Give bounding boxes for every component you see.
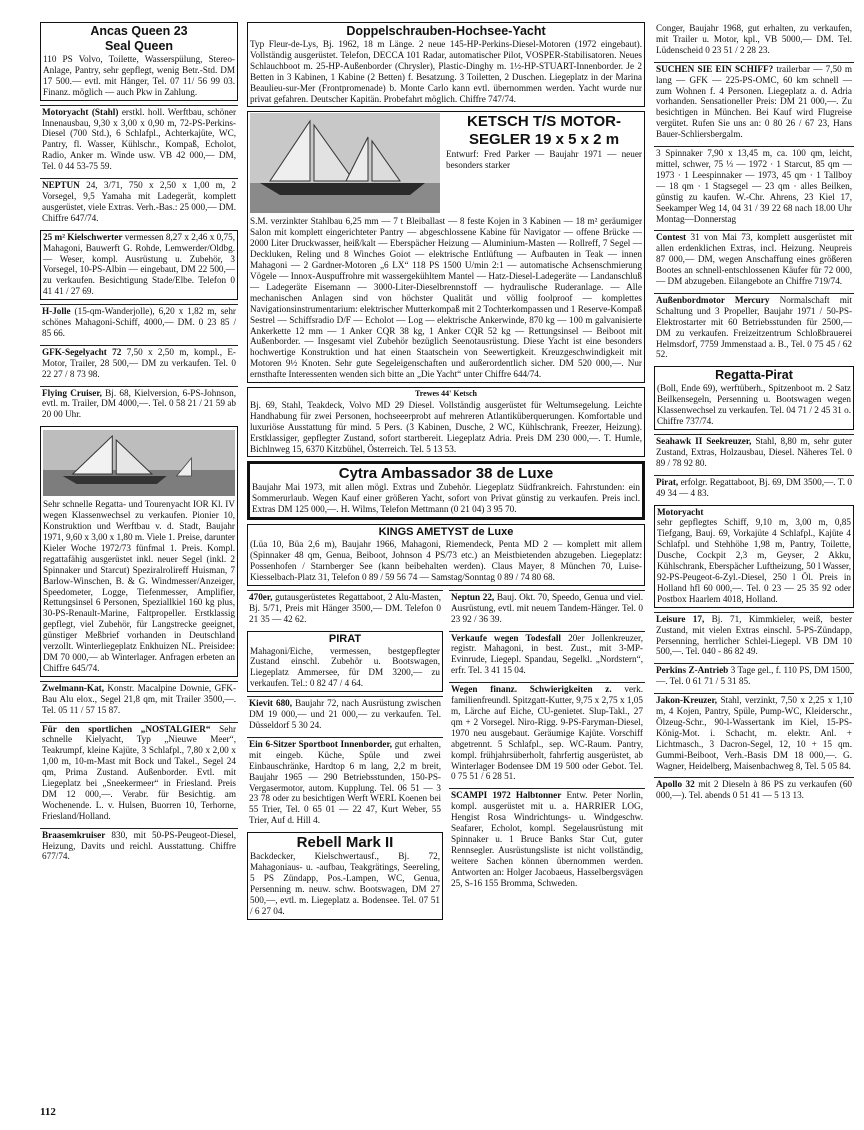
ad-jakon-kreuzer bbox=[654, 693, 854, 773]
ad-contest-31 bbox=[654, 230, 854, 289]
ad-lead: Flying Cruiser, bbox=[42, 387, 102, 398]
ad-body: Entw. Peter Norlin, kompl. ausgerüstet mit u. a. HARRIER LOG, Hengist Rosa Windrichtungs- u. Windgeschw. Seafarer, Echolot, kompl. Segelausrüstung mit Spinnaker u. 1 Bruce Banks Star Cut, guter Rennsegler. Ausrüstungsliste ist nicht vollständig, weitere Sachen können übernommen werden. Antworten an: Holger Jacobaeus, Hasselbergsvägen 25, S-16 155 Bromma, Schweden. bbox=[451, 790, 643, 888]
ad-body: 31 von Mai 73, komplett ausgerüstet mit allen erdenklichen Extras, incl. Heizung. Neupreis 87 000,— DM, wegen Anschaffung eines größeren Bootes an schnell-entschlossenen Käufer für 72 000,— DM abzugeben. Eilangebote an Chiffre 719/74. bbox=[656, 232, 853, 287]
ad-pirat-regattaboot bbox=[654, 475, 854, 501]
ad-lead: Jakon-Kreuzer, bbox=[656, 695, 717, 706]
ad-zwelmann-kat bbox=[40, 681, 238, 718]
motorsailer-photo-icon bbox=[250, 113, 440, 213]
column-left bbox=[40, 22, 238, 868]
ad-lead: Verkaufe wegen Todesfall bbox=[451, 632, 561, 643]
ad-lead: SCAMPI 1972 Halbtonner bbox=[451, 790, 562, 801]
ad-kievit-680 bbox=[247, 696, 443, 733]
ad-sportboot-innenborder bbox=[247, 737, 443, 828]
ad-rebell-mark-ii bbox=[247, 832, 443, 919]
ad-lead: Motoryacht (Stahl) bbox=[42, 106, 119, 117]
ad-body: Typ Fleur-de-Lys, Bj. 1962, 18 m Länge. 2 neue 145-HP-Perkins-Diesel-Motoren (1972 eingebaut). Vollständig ausgerüstet. Telefon, DECCA 101 Radar, automatischer Pilot, VOSPER-Stabilisatoren. Neues Schlauchboot m. 25-HP-Außenborder (Chrysler), Plastic-Dinghy m. 1½-HP-STUART-Innenborder. Je 2 Betten in 3 Kabinen, 1 Kabine (2 Betten) f. Besatzung. 3 Toiletten, 2 Duschen. Liegeplatz in der Marina Beaulieu-sur-Mer (Frontpromenade) b. Monte Carlo kann evtl. übernommen werden. Yacht wurde nur privat gefahren. Deutscher Kapitän. Probefahrt möglich. Chiffre 747/74. bbox=[250, 39, 642, 104]
ad-body: S.M. verzinkter Stahlbau 6,25 mm — 7 t Bleiballast — 8 feste Kojen in 3 Kabinen — 18 m² geräumiger Salon mit komplett eingerichteter Pantry — abgeschlossene Kabine für Navigator — offene Brücke — 2000 Liter Druckwasser, heiß/kalt — Eberspächer Heizung — Aluminium-Masten — Rollreff, 7 Segel — Deckluken, Reling und 8 Winches Goiot — elektrische Entlüftung — Aufbauten in Teak — innen Mahagoni — 2 Gardner-Motoren „6 LX“ 118 PS 1500 U/min 2:1 — automatische Achsenschmierung Vögele — Innox-Auspuffrohre mit wassergekühltem Mantel — Hatz-Diesel-Ladegeräte — Landanschluß — Ladegeräte Eisemann — 3000-Liter-Dieselbrennstoff — hydraulische Ruderanlage. — Alle mechanischen Anlagen sind von höchster Qualität und völlig foolproof — komplettes Navigationsinstrumentarium: elektrischer Mutterkompaß mit 2 Tochterkompassen und 1 Reserve-Kompaß Sestrel — Schiffsradio D/F — Echolot — Log — elektrische Ankerwinde, 870 kg — 100 m galvanisierte Ankerkette 12 mm — 1 Anker CQR 38 kg, 1 Anker CQR 52 kg — Rettungsinsel — Beiboot mit Außenborder. — Insgesamt viel Zubehör bezüglich Seenotausrüstung. Diese Yacht ist eine besonders hochwertige Konstruktion und hat einen Staatschein von Seewertigkeit. Kreuzgeschwindigkeit mit Motoren 9½ Knoten. Sehr gute Segeleigenschaften und außerordentlich sicher. DM 520 000,—. Nur ernsthafte Interessenten wenden sich bitte an „Die Yacht“ unter Chiffre 644/74. bbox=[250, 216, 642, 380]
ad-body: Bauj. Okt. 70, Speedo, Genua und viel. Ausrüstung, evtl. mit neuem Tandem-Hänger. Tel. 0 23 92 / 36 39. bbox=[451, 591, 644, 624]
ad-body: erfolgr. Regattaboot, Bj. 69, DM 3500,—. T. 0 49 34 — 4 83. bbox=[656, 476, 852, 498]
ad-body: gut erhalten, mit eingeb. Küche, Spüle und zwei Einbauschränke, Hardtop 6 m lang, 2,2 m breit, Baujahr 1965 — 290 Betriebsstunden, 150-PS-Vergasermotor, autom. Kupplung. Tel. 06 51 — 3 23 78 oder zu besichtigen Werft WERL Koenen bei 55 Trier, Tel. 0 65 01 — 22 47, Kurt Weber, 55 Trier, Auf d. Hill 4. bbox=[249, 738, 441, 826]
ad-body: 20er Jollenkreuzer, registr. Mahagoni, in best. Zust., mit 3-MP-Evinrude, Liegepl. Spandau, Segelkl. „Nordstern“, erfr. Tel. 3 41 15 04. bbox=[451, 632, 643, 676]
ad-lead: Pirat, bbox=[656, 476, 679, 487]
ad-doppelschrauben bbox=[247, 22, 645, 107]
ad-lead: Außenbordmotor Mercury bbox=[656, 294, 770, 305]
ad-nostalgier bbox=[40, 722, 238, 824]
ad-470er bbox=[247, 590, 443, 627]
ad-title: Regatta-Pirat bbox=[715, 368, 793, 383]
ad-body: verk. familienfreundl. Spitzgatt-Kutter, 9,75 x 2,75 x 1,05 m, Lärche auf Eiche, CU-genietet. Slup-Takl., 27 qm + 2 Vorsegel. Niro-Rigg. 9-PS-Faryman-Diesel, 1970 neu ausgebaut. Geräumige Kajüte. Vorschiff abgetrennt. 5 Schlafpl., sep. WC-Raum. Pantry, kompl. frühjahrsüberholt, fahrfertig ausgerüstet, ab Winterlager Bodensee DM 19 500 oder Gebot. Tel. 0 75 51 / 6 28 51. bbox=[451, 684, 643, 782]
ad-body: 3 Tage gel., f. 110 PS, DM 1500,—. Tel. 0 61 71 / 5 31 85. bbox=[656, 665, 852, 687]
ad-body: Conger, Baujahr 1968, gut erhalten, zu verkaufen, mit Trailer u. Motor, kpl., VB 5000,— DM. Tel. Lüdenscheid 0 23 51 / 2 28 23. bbox=[656, 23, 852, 55]
column-right bbox=[654, 22, 854, 807]
ad-body: (Boll, Ende 69), werftüberh., Spitzenboot m. 2 Satz Beilkensegeln, Persenning u. Bootswagen wegen Klassenwechsel zu verkaufen. Tel. 04 71 / 2 45 31 o. Chiffre 737/74. bbox=[657, 383, 851, 427]
ad-body: Bj. 68, Kielversion, 6-PS-Johnson, evtl. m. Trailer, DM 4000,—. Tel. 0 58 21 / 21 59 ab 20 00 Uhr. bbox=[42, 387, 237, 420]
ad-lead: Kievit 680, bbox=[249, 698, 293, 709]
ad-body: Normalschaft mit Schaltung und 3 Propeller, Baujahr 1971 / 50-PS-Elektrostarter mit 60 Betriebsstunden für 2500,— DM zu verkaufen. Freizeitzentrum Schloßbrauerei Helmsdorf, 7759 Jmmenstaad a. B., Tel. 0 75 45 / 62 52. bbox=[656, 294, 852, 360]
ad-regatta-pirat bbox=[654, 366, 854, 430]
ad-lead: Ein 6-Sitzer Sportboot Innenborder, bbox=[249, 738, 393, 749]
ad-intro: Entwurf: Fred Parker — Baujahr 1971 — neuer besonders starker bbox=[446, 149, 642, 171]
middle-subcolumns bbox=[247, 590, 645, 924]
ad-body: 110 PS Volvo, Toilette, Wasserspülung, Stereo-Anlage, Pantry, sehr gepflegt, wenig Betr.-Std. DM 17 500.— evtl. mit Hänger, Tel. 07 11/ 56 99 03. Finanz. möglich — auch Pkw in Zahlung. bbox=[43, 54, 235, 97]
ad-pionier-10 bbox=[40, 426, 238, 677]
ad-body: (15-qm-Wanderjolle), 6,20 x 1,82 m, sehr schönes Mahagoni-Schiff, 4000,— DM. 0 23 85 / 85 66. bbox=[42, 306, 236, 338]
ad-lead: Zwelmann-Kat, bbox=[42, 682, 105, 693]
ad-body: 3 Spinnaker 7,90 x 13,45 m, ca. 100 qm, leicht, mittel, schwer, 75 ⅓ — 1972 · 1 Starcut, 85 qm — 1973 · 1 Leespinnaker — 1973, 45 qm · 1 Tallboy — 18 qm · 1 Stagsegel — 23 qm · alles Beilken, günstig zu kaufen. W.-Chr. Ahrens, 23 Kiel 17, Seekamper Weg 14, 04 31 / 39 22 68 nach 18.00 Uhr Montag—Donnerstag bbox=[656, 148, 852, 224]
ad-body: gutausgerüstetes Regattaboot, 2 Alu-Masten, Bj. 5/71, Preis mit Hänger 3500,— DM. Telefon 0 21 35 — 42 62. bbox=[249, 591, 442, 624]
subcolumn-a bbox=[247, 590, 443, 924]
ad-lead: 25 m² Kielschwerter bbox=[43, 231, 123, 242]
ad-lead: 470er, bbox=[249, 591, 273, 602]
ad-h-jolle bbox=[40, 304, 238, 341]
ad-body: Stahl, verzinkt, 7,50 x 2,25 x 1,10 m, 4 Kojen, Pantry, Spüle, Pump-WC, Kleiderschr., Ölzeug-Schr., 90-l-Wassertank im Kiel, 15-PS-König-Mot. i. Schacht, m. elektr. Anl. + Lichtmasch., 3 Dacron-Segel, 12, 10 + 15 qm. Gummi-Beiboot, Verh.-Basis DM 18 000,—. G. Wagner, Heidelberg, Maisenbachweg 8, Tel. 5 05 84. bbox=[656, 695, 852, 771]
ad-lead: Seahawk II Seekreuzer, bbox=[656, 436, 752, 446]
ad-scampi bbox=[449, 788, 645, 890]
sailboat-photo-icon bbox=[43, 430, 235, 496]
ad-title: KINGS AMETYST de Luxe bbox=[378, 526, 514, 539]
subcolumn-b bbox=[449, 590, 645, 924]
ad-neptun-22 bbox=[449, 590, 645, 627]
ad-lead: Für den sportlichen „NOSTALGIER“ bbox=[42, 723, 211, 734]
ad-body: Baujahr 72, nach Ausrüstung zwischen DM 19 000,— und 21 000,— zu verkaufen. Tel. Düsseldorf 5 30 24. bbox=[249, 698, 441, 730]
column-middle bbox=[247, 22, 645, 924]
ad-title: KETSCH T/S MOTOR-SEGLER 19 x 5 x 2 m bbox=[467, 113, 621, 149]
ad-lead: Leisure 17, bbox=[656, 613, 705, 624]
ad-lead: Neptun 22, bbox=[451, 591, 495, 602]
ad-seahawk bbox=[654, 434, 854, 471]
ad-body: Baujahr Mai 1973, mit allen mögl. Extras und Zubehör. Liegeplatz Südfrankreich. Fahrstunden: ein Sommerurlaub. Wegen Kauf einer größeren Yacht, sofort von Privat günstig zu verkaufen. Preis incl. Extras DM 125 000,—. H. Wilms, Telefon Mettmann (0 21 04) 3 95 70. bbox=[252, 482, 640, 515]
ad-body: 7,50 x 2,50 m, kompl., E-Motor, Trailer, 28 500,— DM zu verkaufen. Tel. 0 22 27 / 8 73 98. bbox=[42, 346, 236, 379]
ad-body: (Lüa 10, Büa 2,6 m), Baujahr 1966, Mahagoni, Riemendeck, Penta MD 2 — komplett mit allem (Spinnaker 48 qm, Genua, Beiboot, Johnson 4 PS/73 etc.) an Meistbietenden abzugeben. Liegeplatz: Possenhofen / Starnberger See (kann beibehalten werden). Claus Mayer, 8 München 70, Luise-Kiesselbach-Platz 31, Telefon 0 89 / 59 56 74 — Samstag/Sonntag 0 89 / 74 80 68. bbox=[250, 539, 642, 582]
ad-kielschwerter bbox=[40, 230, 238, 300]
ad-spinnaker bbox=[654, 146, 854, 226]
ad-body: Sehr schnelle Regatta- und Tourenyacht IOR Kl. IV wegen Klassenwechsel zu verkaufen. Pionier 10, Konstruktion und Werftbau v. d. Stadt, Baujahr 1971, 9,60 x 3,00 x 1,80 m. Viele 1. Preise, darunter Kieler Woche 1972/73 fünfmal 1. Preis. Kompl. regattafähig ausgerüstet inkl. neuer Segel (inkl. 2 Spinnaker und Starcut) Speziralrolireff Huisman, 7 Barlow-Winschen, B. & G. Windmesser/Anzeiger, Speedometer, Logge, Tiefenmesser, Amplifier, Rettungsinsel 6 Personen, Speziallkiel 160 kg plus, 30-PS-Renault-Marine, Faltpropeller. Erstklassig gepflegt, viel Zubehör, für Langstrecke geeignet, günstiger Meßbrief vorhanden in Deutschland verzollt. Winterliegeplatz Enkhuizen NL. Preisidee: DM 70 000,— ab Winterlager. Anfragen erbeten an Chiffre 645/74. bbox=[43, 499, 235, 673]
ad-body: sehr gepflegtes Schiff, 9,10 m, 3,00 m, 0,85 Tiefgang, Bauj. 69, Vorkajüte 4 Schlafpl., Kajüte 4 Schlafpl. und Stehhöhe 1,98 m, Pantry, Toilette, Dusche, Cockpit 2,3 m, Geyser, 2 Akku, Kühlschrank, Eberspächer Luftheizung, 50 l Wasser, 92-PS-Peugeot-6-Zyl.-Diesel, 250 l Öl. Preis in Holland hfl 60 000,—. Tel. 0 23 — 25 35 92 oder Postbox Haarlem 4018, Holland. bbox=[657, 517, 851, 604]
ad-lead: Perkins Z-Antrieb bbox=[656, 665, 729, 676]
ad-title: Rebell Mark II bbox=[296, 834, 394, 852]
ad-pirat bbox=[247, 631, 443, 693]
ad-body: Konstr. Macalpine Downie, GFK-Bau Alu elox., Segel 21,8 qm, mit Trailer 3500,—. Tel. 05 11 / 57 15 87. bbox=[42, 682, 237, 715]
ad-cytra-ambassador bbox=[247, 461, 645, 520]
ad-lead: SUCHEN SIE EIN SCHIFF? bbox=[656, 63, 774, 74]
ad-lead: Apollo 32 bbox=[656, 779, 695, 790]
ad-body: erstkl. holl. Werftbau, schöner Innenausbau, 9,30 x 3,00 x 0,90 m, 72-PS-Perkins-Diesel (700 Std.), 6 Schlafpl., Achterkajüte, WC, Pantry, fl. Wasser, Kühlschr., Kompaß, Echolot, Radio, Anker m. Winde usw. VB 42 000,— DM, Tel. 0 44 53-75 59. bbox=[42, 106, 237, 172]
ad-title: PIRAT bbox=[328, 632, 362, 645]
ad-lead: Braasemkruiser bbox=[42, 829, 106, 840]
ad-body: 830, mit 50-PS-Peugeot-Diesel, Heizung, Davits und reichl. Ausstattung. Chiffre 677/74. bbox=[42, 829, 236, 862]
ad-lead: GFK-Segelyacht 72 bbox=[42, 346, 122, 357]
ad-motoryacht-stahl bbox=[40, 105, 238, 174]
ad-ancas-queen bbox=[40, 22, 238, 101]
ad-title: Trewes 44' Ketsch bbox=[415, 389, 477, 399]
ad-title: Motoryacht bbox=[657, 506, 704, 517]
ad-lead: NEPTUN bbox=[42, 180, 80, 191]
ad-mercury bbox=[654, 293, 854, 362]
page-number: 112 bbox=[40, 1106, 56, 1118]
ad-body: Bj. 69, Stahl, Teakdeck, Volvo MD 29 Diesel. Vollständig ausgerüstet für Weltumsegelung. Leichte Handhabung für zwei Personen, hochseeerprobt auf mehreren Atlantiküberquerungen. Komfortable und luxuriöse Ausstattung für mind. 5 Pers. (3 Kabinen, Dusche, 2 WC, Kühlschrank, Freezer, Heizung). Erstklassiger, gepflegter Zustand, sofort startbereit. Liegeplatz Adria. Preis DM 230 000,—. T. Humle, Bichlnweg 15, 6370 Kitzbühel, Österreich. Tel. 5 13 53. bbox=[250, 399, 642, 454]
ad-flying-cruiser bbox=[40, 386, 238, 423]
ad-gfk-segelyacht bbox=[40, 345, 238, 382]
ad-body: Backdecker, Kielschwertausf., Bj. 72, Mahagoniaus- u. -aufbau, Teakgrätings, Seereling, 5 PS Zündapp, Pos.-Lampen, WC, Genua, Persenning m. neuw. schw. Bootswagen, DM 27 500,—, evtl. m. Liegeplatz a. Bodensee. Tel. 07 51 / 6 27 04. bbox=[250, 851, 440, 916]
ad-trewes-ketsch bbox=[247, 387, 645, 457]
ad-motoryacht-holland bbox=[654, 505, 854, 608]
ad-body: Mahagoni/Eiche, vermessen, bestgepflegter Zustand einschl. Zubehör u. Bootswagen, Liegeplatz Ammersee, für DM 3200,— zu verkaufen. Tel.: 0 82 47 / 4 64. bbox=[250, 645, 440, 689]
ad-conger bbox=[654, 22, 854, 58]
ad-lead: Wegen finanz. Schwierigkeiten z. bbox=[451, 684, 612, 695]
ad-title: Cytra Ambassador 38 de Luxe bbox=[338, 465, 554, 483]
ad-body: 24, 3/71, 750 x 2,50 x 1,00 m, 2 Vorsegel, 9,5 Yamaha mit Ladegerät, komplett ausgerüstet, viele Extras. Verh.-Bas.: 25 000,— DM. Chiffre 647/74. bbox=[42, 180, 236, 223]
ad-suchen-sie-ein-schiff bbox=[654, 62, 854, 142]
ad-todesfall bbox=[449, 631, 645, 679]
ad-neptun-24 bbox=[40, 178, 238, 226]
ad-apollo-32 bbox=[654, 777, 854, 803]
ad-body: Sehr schnelle Kielyacht, Typ „Nieuwe Meer“, Teakrumpf, kleine Kajüte, 3 Schlafpl., 7,80 x 2,00 x 1,00 m, 10-m-Mast mit Bock und Takel., Segel 24 qm, Prima Zustand. Außenborder. Evtl. mit Liegeplatz bei „Sneekermeer“ in Friesland. Preis DM 12 000,—. Verabr. für Besichtig. am Wochenende. L. v. Hulsen, Buorren 10, Terhorne, Friesland/Holland. bbox=[42, 723, 236, 821]
ad-perkins bbox=[654, 663, 854, 689]
ad-body: trailerbar — 7,50 m lang — GFK — 225-PS-OMC, 60 km schnell — zum Wohnen f. 4 Personen. Liegeplatz a. d. Adria vorhanden. Sensationeller Preis: DM 21 000,—. Zu besichtigen in München. Bei Kauf wird Flugreise vergütet. Rufen Sie uns an: 0 80 26 / 67 23, Hans Bauer-Schliersbergalm. bbox=[656, 63, 852, 140]
ad-title: Ancas Queen 23 Seal Queen bbox=[90, 24, 188, 53]
ad-ketsch-motorsegler bbox=[247, 111, 645, 383]
ad-lead: Contest bbox=[656, 232, 687, 243]
ad-body: vermessen 8,27 x 2,46 x 0,75, Mahagoni, Bauwerft G. Rohde, Lemwerder/Oldbg. — Weser, kompl. Ausrüstung u. Zubehör, 3 Vorsegel, 10-PS-Albin — eingebaut, DM 22 500,— zu verkaufen. Besichtigung Stade/Elbe. Telefon 0 41 41 / 27 69. bbox=[43, 231, 236, 297]
ad-body: Bj. 71, Kimmkieler, weiß, bester Zustand, mit vielen Extras einschl. 5-PS-Zündapp, Persenning, herrlicher Schlei-Liegepl. VB DM 10 500,—. Tel. 040 - 86 82 49. bbox=[656, 613, 853, 657]
ad-spitzgatt-kutter bbox=[449, 682, 645, 784]
ad-body: Stahl, 8,80 m, sehr guter Zustand, Extras, Holzausbau, Diesel. Näheres Tel. 0 89 / 78 92 80. bbox=[656, 436, 852, 468]
ad-title: Doppelschrauben-Hochsee-Yacht bbox=[346, 24, 546, 38]
ad-kings-ametyst bbox=[247, 524, 645, 586]
ad-braasemkruiser bbox=[40, 828, 238, 865]
ad-body: mit 2 Dieseln à 86 PS zu verkaufen (60 000,—). Tel. abends 0 51 41 — 5 13 13. bbox=[656, 779, 853, 801]
ad-lead: H-Jolle bbox=[42, 306, 71, 317]
ad-leisure-17 bbox=[654, 612, 854, 660]
